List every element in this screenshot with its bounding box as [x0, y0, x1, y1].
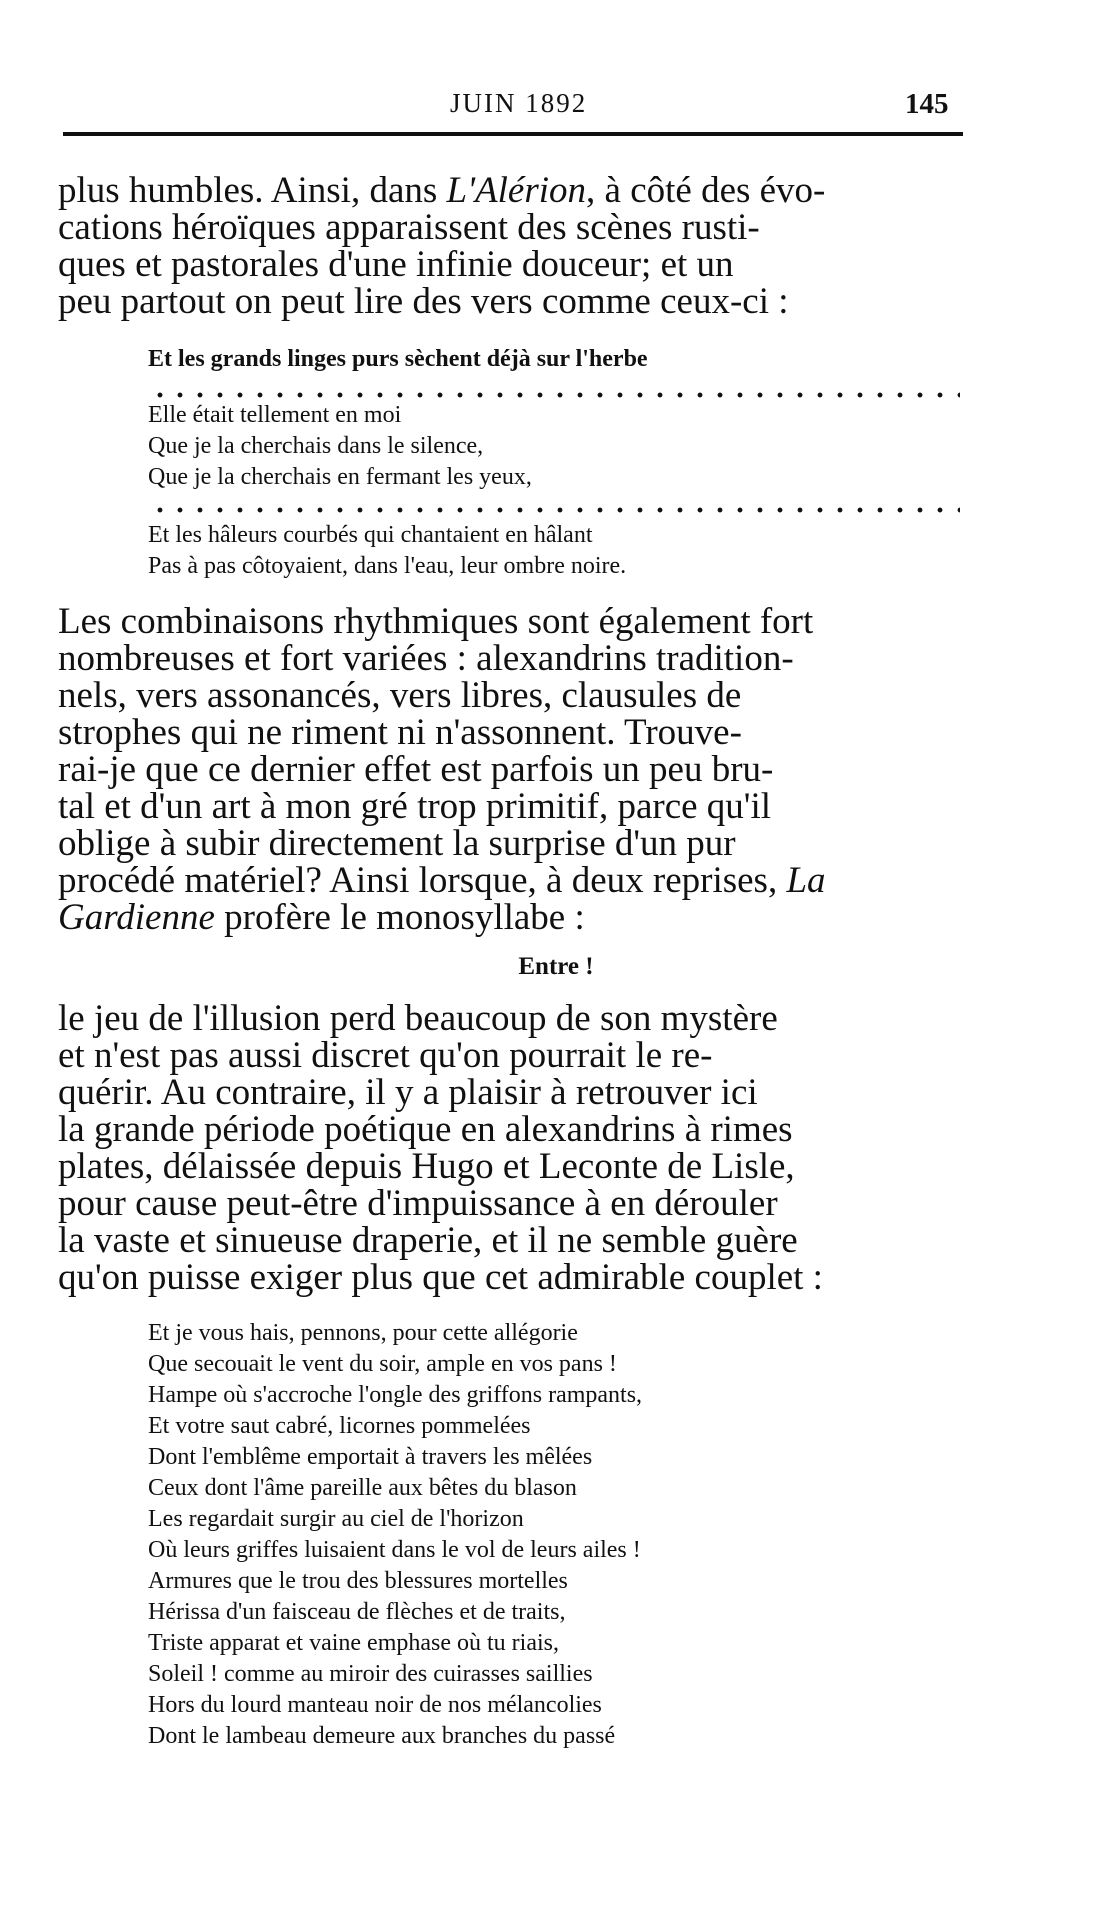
- ellipsis-dots: [150, 505, 960, 515]
- verse-line: Où leurs griffes luisaient dans le vol de leurs ailes !: [148, 1537, 641, 1563]
- paragraph-3: [58, 1000, 963, 1296]
- paragraph-line: et n'est pas aussi discret qu'on pourrait le re-: [58, 1035, 713, 1076]
- paragraph-line: la vaste et sinueuse draperie, et il ne semble guère: [58, 1220, 798, 1261]
- verse-line: Soleil ! comme au miroir des cuirasses saillies: [148, 1661, 593, 1687]
- verse-line: Armures que le trou des blessures mortelles: [148, 1568, 568, 1594]
- verse-poem: [148, 1318, 968, 1752]
- verse-line: Et votre saut cabré, licornes pommelées: [148, 1413, 531, 1439]
- running-title: JUIN 1892: [450, 88, 588, 118]
- paragraph-1: [58, 172, 963, 320]
- centered-quote: Entre !: [518, 953, 594, 980]
- paragraph-line: oblige à subir directement la surprise d'un pur: [58, 823, 736, 864]
- verse-line: Dont l'emblême emportait à travers les mêlées: [148, 1444, 593, 1470]
- paragraph-line: qu'on puisse exiger plus que cet admirable couplet :: [58, 1257, 823, 1298]
- paragraph-line: [58, 172, 963, 209]
- italic-title: L'Alérion: [446, 170, 587, 211]
- verse-line: Hampe où s'accroche l'ongle des griffons rampants,: [148, 1382, 643, 1408]
- paragraph-line: le jeu de l'illusion perd beaucoup de son mystère: [58, 998, 778, 1039]
- paragraph-line: nels, vers assonancés, vers libres, clausules de: [58, 675, 742, 716]
- paragraph-line: tal et d'un art à mon gré trop primitif, parce qu'il: [58, 786, 772, 827]
- verse-line: Les regardait surgir au ciel de l'horizon: [148, 1506, 524, 1532]
- verse-line: Triste apparat et vaine emphase où tu riais,: [148, 1630, 559, 1656]
- verse-line: Dont le lambeau demeure aux branches du passé: [148, 1723, 616, 1749]
- text-run: procédé matériel? Ainsi lorsque, à deux reprises,: [58, 860, 787, 901]
- paragraph-line: strophes qui ne riment ni n'assonnent. Trouve-: [58, 712, 742, 753]
- paragraph-line: [58, 862, 963, 899]
- paragraph-line: peu partout on peut lire des vers comme ceux-ci :: [58, 281, 789, 322]
- verse-line: Et les hâleurs courbés qui chantaient en hâlant: [148, 522, 593, 548]
- verse-line: Et je vous hais, pennons, pour cette allégorie: [148, 1320, 578, 1346]
- paragraph-line: plates, délaissée depuis Hugo et Leconte de Lisle,: [58, 1146, 795, 1187]
- page-number: 145: [905, 88, 949, 120]
- paragraph-line: nombreuses et fort variées : alexandrins tradition-: [58, 638, 794, 679]
- ellipsis-dots: [150, 390, 960, 400]
- header-rule: [63, 132, 963, 136]
- verse-line: Hérissa d'un faisceau de flèches et de traits,: [148, 1599, 566, 1625]
- verse-line: Hors du lourd manteau noir de nos mélancolies: [148, 1692, 602, 1718]
- paragraph-line: ques et pastorales d'une infinie douceur; et un: [58, 244, 734, 285]
- paragraph-line: rai-je que ce dernier effet est parfois un peu bru-: [58, 749, 774, 790]
- text-run: plus humbles. Ainsi, dans: [58, 170, 447, 211]
- verse-quote-1: [148, 344, 968, 375]
- verse-line: Pas à pas côtoyaient, dans l'eau, leur ombre noire.: [148, 553, 627, 579]
- verse-line: Elle était tellement en moi: [148, 402, 402, 428]
- verse-quote-2: [148, 400, 968, 493]
- paragraph-line: quérir. Au contraire, il y a plaisir à retrouver ici: [58, 1072, 758, 1113]
- verse-line: Que secouait le vent du soir, ample en vos pans !: [148, 1351, 617, 1377]
- text-run: , à côté des évo-: [586, 170, 826, 211]
- italic-title: Gardienne: [58, 897, 215, 938]
- page-header: [0, 88, 1112, 128]
- verse-quote-3: [148, 520, 968, 582]
- paragraph-2: [58, 603, 963, 936]
- paragraph-line: la grande période poétique en alexandrins à rimes: [58, 1109, 793, 1150]
- verse-line: Que je la cherchais en fermant les yeux,: [148, 464, 532, 490]
- paragraph-line: Les combinaisons rhythmiques sont également fort: [58, 601, 814, 642]
- paragraph-line: [58, 899, 963, 936]
- paragraph-line: pour cause peut-être d'impuissance à en dérouler: [58, 1183, 778, 1224]
- verse-line: Que je la cherchais dans le silence,: [148, 433, 484, 459]
- verse-line: Et les grands linges purs sèchent déjà sur l'herbe: [148, 346, 648, 372]
- italic-title: La: [786, 860, 826, 901]
- verse-line: Ceux dont l'âme pareille aux bêtes du blason: [148, 1475, 577, 1501]
- paragraph-line: cations héroïques apparaissent des scènes rusti-: [58, 207, 760, 248]
- text-run: profère le monosyllabe :: [214, 897, 585, 938]
